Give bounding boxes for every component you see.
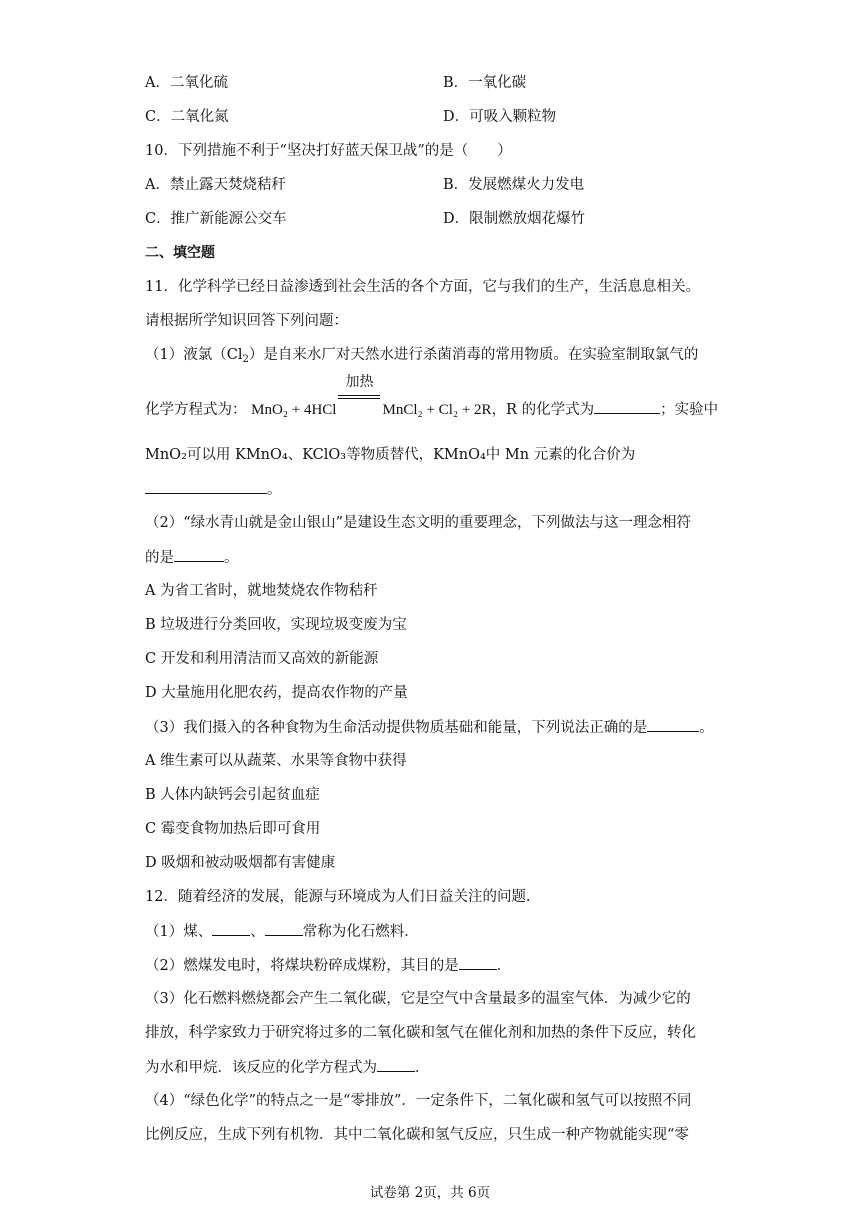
q11-part3-option-b: B 人体内缺钙会引起贫血症 xyxy=(145,787,320,803)
section-heading-fill-blank: 二、填空题 xyxy=(145,245,215,261)
q12-part3-line1: （3）化石燃料燃烧都会产生二氧化碳，它是空气中含量最多的温室气体．为减少它的 xyxy=(145,991,691,1007)
q12-part4-line2: 比例反应，生成下列有机物．其中二氧化碳和氢气反应，只生成一种产物就能实现“零 xyxy=(145,1127,689,1143)
q9-option-d: D．可吸入颗粒物 xyxy=(443,109,557,125)
q12-part1-b: 、 xyxy=(250,924,265,940)
q12-part4-line1: （4）“绿色化学”的特点之一是“零排放”．一定条件下，二氧化碳和氢气可以按照不同 xyxy=(145,1093,692,1109)
q11-part2-option-b: B 垃圾进行分类回收，实现垃圾变废为宝 xyxy=(145,617,407,633)
q12-part2-a: （2）燃煤发电时，将煤块粉碎成煤粉，其目的是 xyxy=(145,958,459,974)
q11-part3-option-d: D 吸烟和被动吸烟都有害健康 xyxy=(145,855,336,871)
q11-part2-option-c: C 开发和利用清洁而又高效的新能源 xyxy=(145,651,379,667)
q11-part1-line4 xyxy=(145,479,282,500)
q11-part1-subscript: 2 xyxy=(242,354,249,365)
q12-part1 xyxy=(145,921,419,942)
q10-stem: 10．下列措施不利于“坚决打好蓝天保卫战”的是（ ） xyxy=(145,143,512,159)
q9-option-a: A．二氧化硫 xyxy=(145,75,228,91)
answer-blank-mn-valence[interactable] xyxy=(145,479,267,494)
equation-prefix: 化学方程式为： xyxy=(145,402,247,418)
answer-blank-equation[interactable] xyxy=(377,1057,415,1072)
q12-part3-line3-a: 为水和甲烷．该反应的化学方程式为 xyxy=(145,1060,377,1076)
page-footer: 试卷第 2页，共 6页 xyxy=(369,1185,491,1201)
answer-blank-fossil-fuel-2[interactable] xyxy=(265,921,303,936)
q10-option-d: D．限制燃放烟花爆竹 xyxy=(443,211,586,227)
q11-part1-equation-line xyxy=(145,374,719,420)
q12-part1-a: （1）煤、 xyxy=(145,924,213,940)
q11-part2-line2 xyxy=(145,547,239,568)
equation-reaction-arrow xyxy=(336,374,382,414)
q12-part2-b: ． xyxy=(496,958,512,974)
answer-blank-part2[interactable] xyxy=(174,547,224,562)
q11-part2-option-a: A 为省工省时，就地焚烧农作物秸秆 xyxy=(145,583,378,599)
q11-part1-text-a: （1）液氯（Cl xyxy=(145,347,243,363)
answer-blank-purpose[interactable] xyxy=(459,955,497,970)
q11-part3-line1 xyxy=(145,717,714,738)
q11-part3-option-c: C 霉变食物加热后即可食用 xyxy=(145,821,321,837)
q10-option-c: C．推广新能源公交车 xyxy=(145,211,287,227)
q11-part1-line3: MnO₂可以用 KMnO₄、KClO₃等物质替代，KMnO₄中 Mn 元素的化合价为 xyxy=(145,447,636,463)
q11-stem-line2: 请根据所学知识回答下列问题： xyxy=(145,313,348,329)
q10-option-b: B．发展燃煤火力发电 xyxy=(443,177,585,193)
equation-reactants: MnO₂ + 4HCl xyxy=(251,402,337,418)
q11-part2-line1: （2）“绿水青山就是金山银山”是建设生态文明的重要理念，下列做法与这一理念相符 xyxy=(145,515,692,531)
q12-stem: 12．随着经济的发展，能源与环境成为人们日益关注的问题． xyxy=(145,889,541,905)
q11-part1-line1 xyxy=(145,345,698,365)
q9-option-c: C．二氧化氮 xyxy=(145,109,229,125)
equation-condition: 加热 xyxy=(345,374,374,390)
q12-part3-line3-b: ． xyxy=(415,1060,430,1076)
q11-part2-option-d: D 大量施用化肥农药，提高农作物的产量 xyxy=(145,685,408,701)
answer-blank-r-formula[interactable] xyxy=(594,399,660,414)
q11-part1-line4-end: 。 xyxy=(267,482,282,498)
q11-stem-line1: 11．化学科学已经日益渗透到社会生活的各个方面，它与我们的生产，生活息息相关。 xyxy=(145,279,700,295)
q11-part3-line1-a: （3）我们摄入的各种食物为生命活动提供物质基础和能量，下列说法正确的是 xyxy=(145,720,648,736)
equation-tail: ；实验中 xyxy=(660,402,719,418)
q12-part2 xyxy=(145,955,511,976)
q11-part2-line2-a: 的是 xyxy=(145,550,174,566)
q12-part3-line2: 排放，科学家致力于研究将过多的二氧化碳和氢气在催化剂和加热的条件下反应，转化 xyxy=(145,1025,696,1041)
answer-blank-fossil-fuel-1[interactable] xyxy=(212,921,250,936)
equation-suffix: ，R 的化学式为 xyxy=(491,402,595,418)
q11-part1-text-b: ）是自来水厂对天然水进行杀菌消毒的常用物质。在实验室制取氯气的 xyxy=(248,347,699,363)
q11-part3-line1-b: 。 xyxy=(699,720,714,736)
q10-option-a: A．禁止露天焚烧秸秆 xyxy=(145,177,286,193)
q11-part3-option-a: A 维生素可以从蔬菜、水果等食物中获得 xyxy=(145,753,407,769)
q9-option-b: B．一氧化碳 xyxy=(443,75,527,91)
answer-blank-part3[interactable] xyxy=(647,717,699,732)
q12-part1-c: 常称为化石燃料． xyxy=(302,924,419,940)
equation-products: MnCl₂ + Cl₂ + 2R xyxy=(382,402,492,418)
q12-part3-line3 xyxy=(145,1057,430,1078)
q11-part2-line2-b: 。 xyxy=(224,550,239,566)
